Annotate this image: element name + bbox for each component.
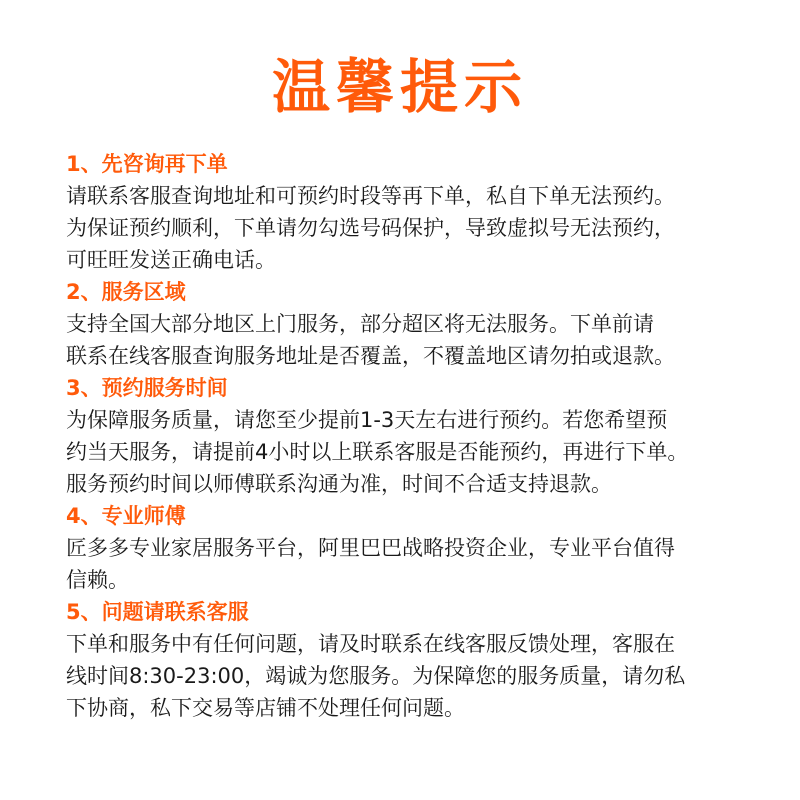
page-title: 温馨提示 xyxy=(271,53,528,121)
section-line: 可旺旺发送正确电话。 xyxy=(66,248,276,272)
notice-content xyxy=(66,148,756,724)
section-line: 约当天服务，请提前4小时以上联系客服是否能预约，再进行下单。 xyxy=(66,440,689,464)
section-line: 服务预约时间以师傅联系沟通为准，时间不合适支持退款。 xyxy=(66,472,612,496)
section-line: 下协商，私下交易等店铺不处理任何问题。 xyxy=(66,696,465,720)
section-line: 信赖。 xyxy=(66,568,129,592)
section-line: 线时间8:30-23:00，竭诚为您服务。为保障您的服务质量，请勿私 xyxy=(66,664,686,688)
section-line: 为保证预约顺利，下单请勿勾选号码保护，导致虚拟号无法预约， xyxy=(66,216,675,240)
section-line: 支持全国大部分地区上门服务，部分超区将无法服务。下单前请 xyxy=(66,312,654,336)
section-line: 匠多多专业家居服务平台，阿里巴巴战略投资企业，专业平台值得 xyxy=(66,536,675,560)
section-consult-first xyxy=(66,148,756,276)
section-line: 请联系客服查询地址和可预约时段等再下单，私自下单无法预约。 xyxy=(66,184,675,208)
section-appointment-time xyxy=(66,372,756,500)
section-heading: 3、预约服务时间 xyxy=(66,376,228,400)
section-contact-support xyxy=(66,596,756,724)
section-heading: 1、先咨询再下单 xyxy=(66,152,228,176)
section-heading: 2、服务区域 xyxy=(66,280,186,304)
section-line: 下单和服务中有任何问题，请及时联系在线客服反馈处理，客服在 xyxy=(66,632,675,656)
section-line: 联系在线客服查询服务地址是否覆盖，不覆盖地区请勿拍或退款。 xyxy=(66,344,675,368)
section-service-area xyxy=(66,276,756,372)
section-heading: 4、专业师傅 xyxy=(66,504,186,528)
section-heading: 5、问题请联系客服 xyxy=(66,600,249,624)
section-professional-master xyxy=(66,500,756,596)
section-line: 为保障服务质量，请您至少提前1-3天左右进行预约。若您希望预 xyxy=(66,408,668,432)
